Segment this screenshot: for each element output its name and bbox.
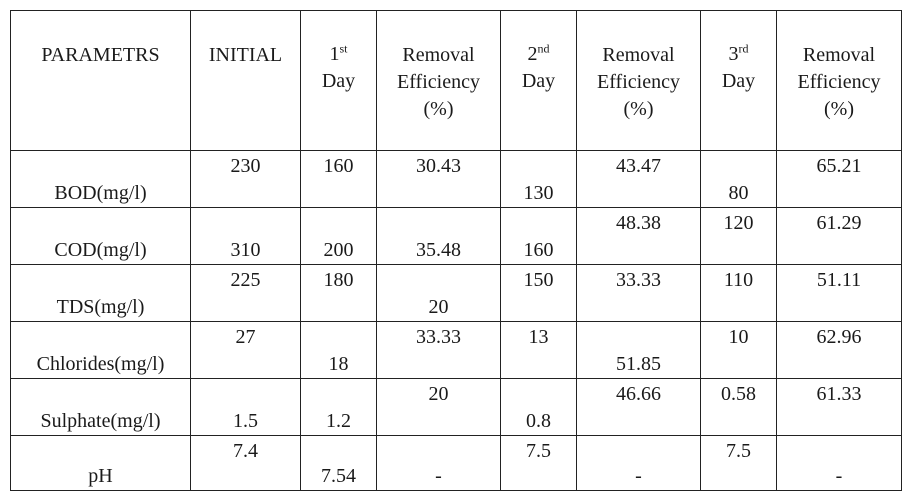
cell-removal-1 [377,151,501,208]
parameter-name: TDS(mg/l) [56,296,145,318]
header-initial-text: INITIAL [208,44,283,66]
header-removal-2-line3: (%) [623,98,654,120]
cell-day-1 [301,436,377,491]
cell-value: 1.5 [233,410,258,432]
header-removal-1-line2: Efficiency [397,71,480,93]
cell-value: 51.85 [616,353,661,375]
cell-removal-2 [577,208,701,265]
cell-day-1 [301,322,377,379]
header-day-2 [501,11,577,151]
header-day-2-ordinal: nd [537,41,550,56]
parameter-cell [11,436,191,491]
table-row [11,379,902,436]
cell-removal-2 [577,151,701,208]
cell-value: 30.43 [416,155,461,177]
parameter-name: BOD(mg/l) [54,182,147,204]
cell-removal-3 [777,208,902,265]
header-removal-efficiency-3 [777,11,902,151]
cell-value: 65.21 [816,155,862,177]
header-day-1 [301,11,377,151]
parameter-cell [11,265,191,322]
header-removal-1-line1: Removal [402,44,475,66]
cell-day-1 [301,265,377,322]
header-day-3-number: 3 [728,43,739,65]
cell-removal-2 [577,265,701,322]
header-removal-1-line3: (%) [423,98,454,120]
cell-removal-1 [377,379,501,436]
parameter-cell [11,151,191,208]
cell-day-2 [501,265,577,322]
cell-value: 200 [323,239,354,261]
parameter-name: Chlorides(mg/l) [36,353,165,375]
cell-initial [191,322,301,379]
header-day-2-number: 2 [527,43,538,65]
header-initial [191,11,301,151]
cell-day-2 [501,379,577,436]
cell-value: 43.47 [616,155,661,177]
cell-value: 230 [230,155,261,177]
cell-value: 1.2 [326,410,351,432]
cell-day-2 [501,436,577,491]
cell-value: 35.48 [416,239,461,261]
cell-value: 310 [230,239,261,261]
cell-value: 46.66 [616,383,661,405]
cell-day-3 [701,436,777,491]
header-day-2-label: Day [521,70,556,92]
cell-initial [191,436,301,491]
header-parameters [11,11,191,151]
table-row [11,208,902,265]
cell-value: - [435,465,442,487]
cell-value: 160 [323,155,354,177]
cell-value: 7.5 [526,440,551,462]
parameter-name: COD(mg/l) [54,239,147,261]
cell-removal-2 [577,379,701,436]
parameter-cell [11,208,191,265]
header-day-1-label: Day [321,70,356,92]
cell-value: 61.33 [816,383,862,405]
cell-removal-2 [577,322,701,379]
table-body [11,151,902,491]
cell-day-1 [301,208,377,265]
cell-value: - [635,465,642,487]
cell-value: 61.29 [816,212,862,234]
cell-day-3 [701,151,777,208]
cell-day-1 [301,379,377,436]
cell-value: 150 [523,269,554,291]
cell-value: 62.96 [816,326,862,348]
cell-day-3 [701,322,777,379]
cell-day-2 [501,322,577,379]
cell-value: 80 [728,182,749,204]
parameter-name: pH [88,465,113,487]
cell-value: 51.11 [816,269,862,291]
cell-removal-3 [777,436,902,491]
parameter-cell [11,322,191,379]
cell-day-3 [701,379,777,436]
cell-value: 18 [328,353,349,375]
cell-removal-3 [777,322,902,379]
cell-removal-1 [377,208,501,265]
cell-value: 7.5 [726,440,751,462]
cell-removal-3 [777,151,902,208]
header-removal-2-line1: Removal [602,44,675,66]
cell-day-3 [701,265,777,322]
cell-value: 225 [230,269,261,291]
table-row [11,151,902,208]
cell-value: 7.54 [321,465,356,487]
cell-initial [191,208,301,265]
cell-removal-1 [377,265,501,322]
cell-value: 48.38 [616,212,661,234]
header-day-3-label: Day [721,70,756,92]
header-row [11,11,902,151]
header-day-3-ordinal: rd [738,41,749,56]
cell-value: 0.8 [526,410,551,432]
cell-removal-1 [377,322,501,379]
header-day-3 [701,11,777,151]
parameter-name: Sulphate(mg/l) [40,410,161,432]
cell-value: 33.33 [416,326,461,348]
cell-value: 130 [523,182,554,204]
parameters-table [10,10,902,491]
header-removal-3-line3: (%) [824,98,854,120]
cell-value: 33.33 [616,269,661,291]
table-row [11,265,902,322]
cell-value: 20 [428,383,449,405]
cell-value: - [835,465,843,487]
cell-value: 10 [728,326,749,348]
table-row [11,322,902,379]
cell-value: 20 [428,296,449,318]
cell-day-1 [301,151,377,208]
header-day-1-number: 1 [329,43,340,65]
cell-initial [191,151,301,208]
cell-removal-3 [777,265,902,322]
cell-initial [191,265,301,322]
cell-value: 180 [323,269,354,291]
cell-value: 110 [723,269,754,291]
cell-value: 0.58 [721,383,756,405]
cell-value: 160 [523,239,554,261]
cell-initial [191,379,301,436]
cell-removal-2 [577,436,701,491]
header-removal-3-line2: Efficiency [797,71,881,93]
header-day-1-ordinal: st [339,41,348,56]
header-removal-efficiency-2 [577,11,701,151]
cell-removal-3 [777,379,902,436]
cell-value: 120 [723,212,754,234]
header-removal-3-line1: Removal [802,44,876,66]
cell-value: 7.4 [233,440,258,462]
cell-value: 13 [528,326,549,348]
cell-day-3 [701,208,777,265]
cell-value: 27 [235,326,256,348]
cell-removal-1 [377,436,501,491]
table-row [11,436,902,491]
header-removal-2-line2: Efficiency [597,71,680,93]
cell-day-2 [501,151,577,208]
cell-day-2 [501,208,577,265]
header-parameters-text: PARAMETRS [41,44,160,66]
header-removal-efficiency-1 [377,11,501,151]
parameter-cell [11,379,191,436]
